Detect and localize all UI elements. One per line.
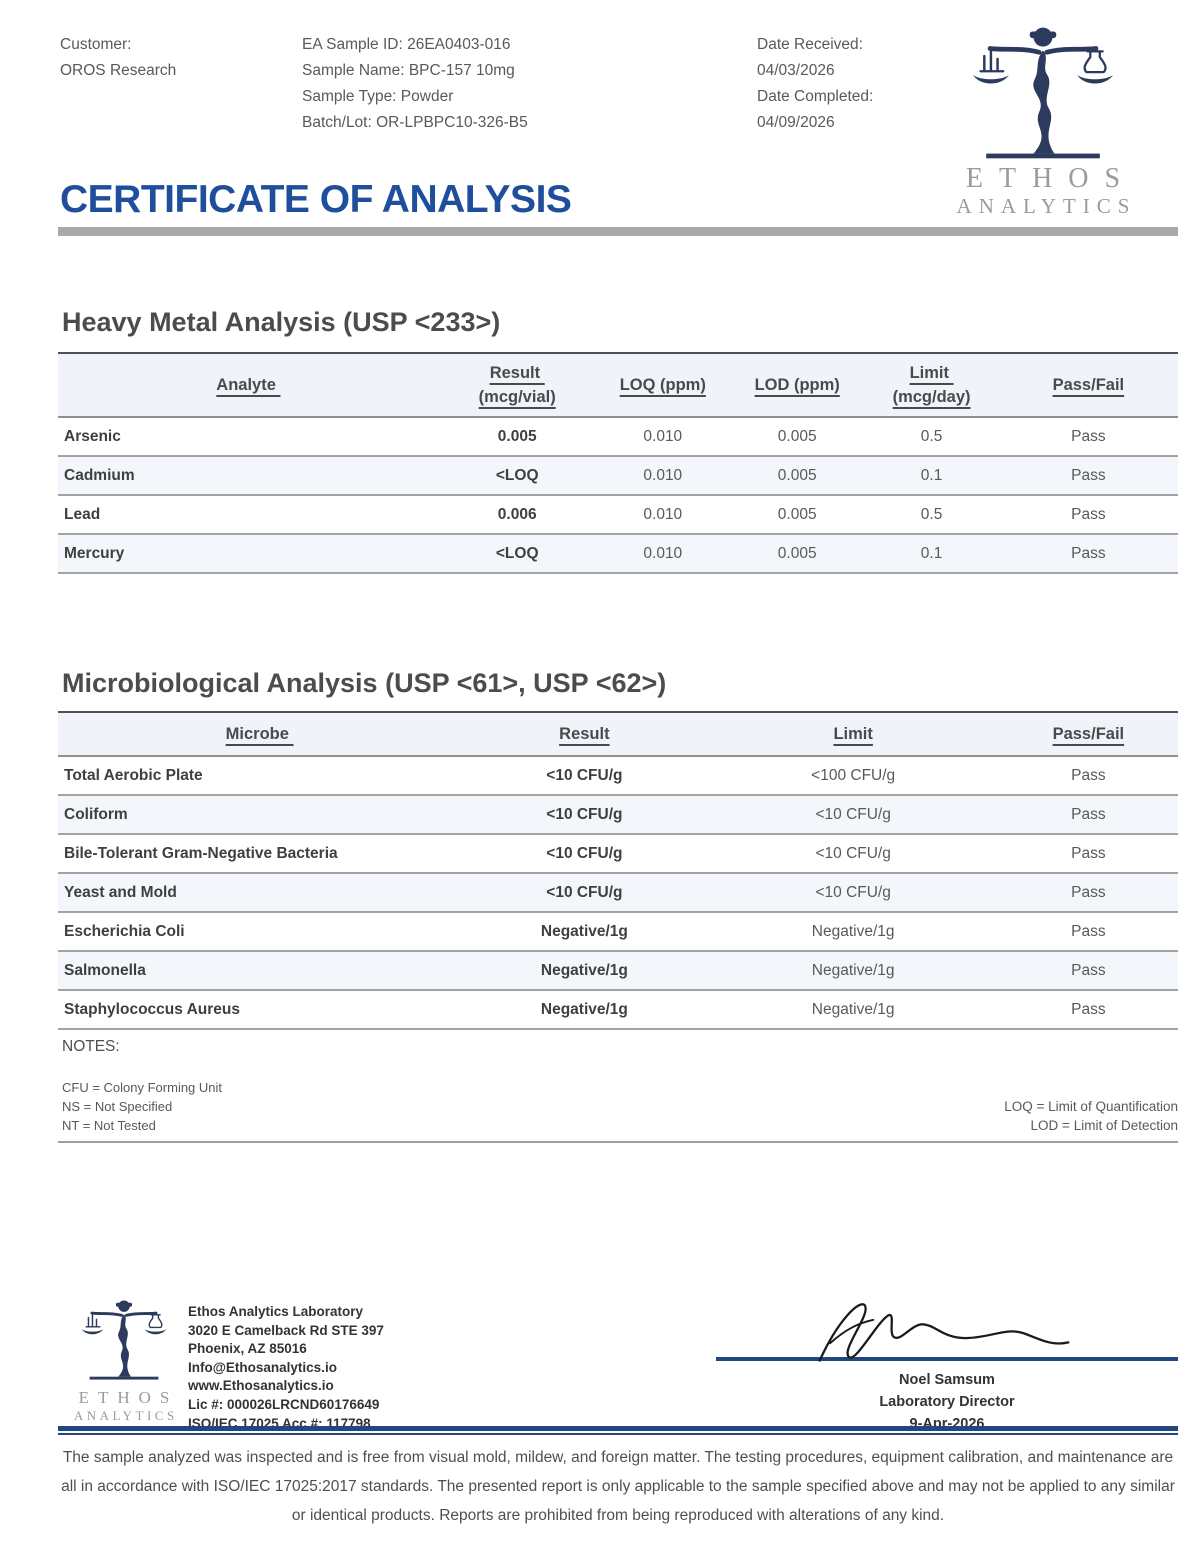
date-received-label: Date Received: xyxy=(757,36,863,53)
result-value: <LOQ xyxy=(495,544,539,562)
loq-value: 0.010 xyxy=(643,466,683,484)
passfail-value: Pass xyxy=(1071,766,1106,784)
signer-name: Noel Samsum xyxy=(899,1372,995,1388)
microbe-name: Salmonella xyxy=(64,961,146,979)
table-row xyxy=(58,418,1178,457)
passfail-value: Pass xyxy=(1071,805,1106,823)
sample-name-line: Sample Name: BPC-157 10mg xyxy=(302,62,515,79)
microbe-name: Bile-Tolerant Gram-Negative Bacteria xyxy=(64,844,338,862)
notes-definitions xyxy=(1004,1097,1178,1135)
column-header-loq: LOQ (ppm) xyxy=(619,376,706,394)
passfail-value: Pass xyxy=(1071,466,1106,484)
heavy-metal-section-heading: Heavy Metal Analysis (USP <233>) xyxy=(62,307,501,337)
limit-value: 0.1 xyxy=(920,544,943,562)
passfail-value: Pass xyxy=(1071,544,1106,562)
sample-info-block xyxy=(302,32,528,136)
signature-block xyxy=(716,1293,1178,1435)
signer-title: Laboratory Director xyxy=(879,1394,1015,1410)
signature-icon xyxy=(782,1293,1112,1371)
date-received-value: 04/03/2026 xyxy=(757,62,835,79)
microbe-name: Coliform xyxy=(64,805,128,823)
limit-value: 0.5 xyxy=(920,505,943,523)
lady-justice-icon xyxy=(948,22,1138,164)
loq-value: 0.010 xyxy=(643,505,683,523)
lab-email: Info@Ethosanalytics.io xyxy=(188,1359,337,1375)
lab-address-block xyxy=(188,1303,384,1433)
table-row xyxy=(58,757,1178,796)
table-row xyxy=(58,535,1178,574)
footer-logo xyxy=(60,1297,188,1424)
customer-value: OROS Research xyxy=(60,62,177,79)
footer-wordmark-ethos: ETHOS xyxy=(78,1388,179,1407)
passfail-value: Pass xyxy=(1071,922,1106,940)
lab-iso-acc: ISO/IEC 17025 Acc #: 117798 xyxy=(188,1415,371,1431)
analyte-name: Mercury xyxy=(64,544,125,562)
limit-value: <10 CFU/g xyxy=(815,883,891,901)
result-value: 0.005 xyxy=(497,427,537,445)
microbe-name: Yeast and Mold xyxy=(64,883,177,901)
heavy-metal-table-header xyxy=(58,354,1178,418)
lod-value: 0.005 xyxy=(777,544,817,562)
sample-id-line: EA Sample ID: 26EA0403-016 xyxy=(302,36,511,53)
column-header-passfail: Pass/Fail xyxy=(1052,376,1125,394)
logo-wordmark-ethos: ETHOS xyxy=(965,163,1137,194)
result-value: 0.006 xyxy=(497,505,537,523)
result-value: Negative/1g xyxy=(540,922,628,940)
column-header-limit: Limit (mcg/day) xyxy=(892,364,971,406)
date-completed-label: Date Completed: xyxy=(757,88,874,105)
dates-block xyxy=(757,32,873,136)
table-row xyxy=(58,991,1178,1030)
date-completed-value: 04/09/2026 xyxy=(757,114,835,131)
result-value: <10 CFU/g xyxy=(546,883,623,901)
disclaimer-text: The sample analyzed was inspected and is free from visual mold, mildew, and foreign matter. The testing procedures, equipment calibration, and maintenance are all in accordance with ISO/IEC 17025:2017 standards. The presented report is only applicable to the sample specified above and may not be applied to any similar or identical products. Reports are prohibited from being reproduced with alterations of any kind. xyxy=(61,1449,1175,1524)
loq-value: 0.010 xyxy=(643,427,683,445)
passfail-value: Pass xyxy=(1071,1000,1106,1018)
column-header-result: Result (mcg/vial) xyxy=(478,364,556,406)
lod-value: 0.005 xyxy=(777,505,817,523)
microbe-name: Total Aerobic Plate xyxy=(64,766,203,784)
result-value: <10 CFU/g xyxy=(546,766,623,784)
note-lod: LOD = Limit of Detection xyxy=(1030,1118,1178,1133)
column-header-result: Result xyxy=(559,725,610,743)
column-header-analyte: Analyte xyxy=(216,376,281,394)
document-header xyxy=(58,30,1178,245)
limit-value: 0.1 xyxy=(920,466,943,484)
table-row xyxy=(58,457,1178,496)
column-header-microbe: Microbe xyxy=(225,725,294,743)
company-logo xyxy=(938,22,1148,219)
footer-wordmark-analytics: ANALYTICS xyxy=(73,1408,178,1423)
passfail-value: Pass xyxy=(1071,883,1106,901)
limit-value: <10 CFU/g xyxy=(815,844,891,862)
note-cfu: CFU = Colony Forming Unit xyxy=(62,1080,223,1095)
microbe-name: Escherichia Coli xyxy=(64,922,185,940)
customer-label: Customer: xyxy=(60,36,132,53)
footer-divider-line xyxy=(58,1426,1178,1435)
analyte-name: Lead xyxy=(64,505,101,523)
limit-value: 0.5 xyxy=(920,427,943,445)
limit-value: Negative/1g xyxy=(811,961,895,979)
heavy-metal-table xyxy=(58,352,1178,574)
microbiological-section-heading: Microbiological Analysis (USP <61>, USP <62>) xyxy=(62,668,667,698)
lod-value: 0.005 xyxy=(777,427,817,445)
logo-wordmark-analytics: ANALYTICS xyxy=(956,194,1137,218)
table-row xyxy=(58,835,1178,874)
column-header-lod: LOD (ppm) xyxy=(754,376,840,394)
limit-value: <10 CFU/g xyxy=(815,805,891,823)
result-value: Negative/1g xyxy=(540,961,628,979)
notes-heading: NOTES: xyxy=(62,1038,120,1055)
limit-value: <100 CFU/g xyxy=(811,766,896,784)
batch-lot-line: Batch/Lot: OR-LPBPC10-326-B5 xyxy=(302,114,528,131)
limit-value: Negative/1g xyxy=(811,922,895,940)
table-row xyxy=(58,874,1178,913)
signature-date: 9-Apr-2026 xyxy=(909,1416,985,1432)
analyte-name: Arsenic xyxy=(64,427,121,445)
microbiological-table-header xyxy=(58,713,1178,757)
limit-value: Negative/1g xyxy=(811,1000,895,1018)
table-row xyxy=(58,913,1178,952)
result-value: <10 CFU/g xyxy=(546,805,623,823)
analyte-name: Cadmium xyxy=(64,466,135,484)
passfail-value: Pass xyxy=(1071,961,1106,979)
loq-value: 0.010 xyxy=(643,544,683,562)
lab-name: Ethos Analytics Laboratory xyxy=(188,1304,364,1319)
note-ns: NS = Not Specified xyxy=(62,1099,173,1114)
document-title: CERTIFICATE OF ANALYSIS xyxy=(60,178,572,221)
microbiological-table xyxy=(58,711,1178,1030)
note-nt: NT = Not Tested xyxy=(62,1118,156,1133)
lady-justice-icon xyxy=(65,1297,183,1383)
lab-license: Lic #: 000026LRCND60176649 xyxy=(188,1396,380,1412)
passfail-value: Pass xyxy=(1071,505,1106,523)
sample-type-line: Sample Type: Powder xyxy=(302,88,454,105)
passfail-value: Pass xyxy=(1071,427,1106,445)
table-row xyxy=(58,952,1178,991)
lab-street: 3020 E Camelback Rd STE 397 xyxy=(188,1322,384,1338)
table-row xyxy=(58,796,1178,835)
note-loq: LOQ = Limit of Quantification xyxy=(1004,1099,1178,1114)
notes-divider-line xyxy=(58,1141,1178,1143)
result-value: <LOQ xyxy=(495,466,539,484)
result-value: <10 CFU/g xyxy=(546,844,623,862)
column-header-limit: Limit xyxy=(833,725,873,743)
result-value: Negative/1g xyxy=(540,1000,628,1018)
microbe-name: Staphylococcus Aureus xyxy=(64,1000,241,1018)
notes-section xyxy=(58,1078,1178,1135)
title-divider-bar xyxy=(58,227,1178,236)
lab-city: Phoenix, AZ 85016 xyxy=(188,1341,307,1357)
table-row xyxy=(58,496,1178,535)
customer-block xyxy=(60,32,176,84)
column-header-passfail: Pass/Fail xyxy=(1052,725,1125,743)
document-footer xyxy=(58,1293,1178,1432)
lod-value: 0.005 xyxy=(777,466,817,484)
lab-website: www.Ethosanalytics.io xyxy=(188,1378,334,1394)
passfail-value: Pass xyxy=(1071,844,1106,862)
notes-abbreviations xyxy=(58,1078,222,1135)
